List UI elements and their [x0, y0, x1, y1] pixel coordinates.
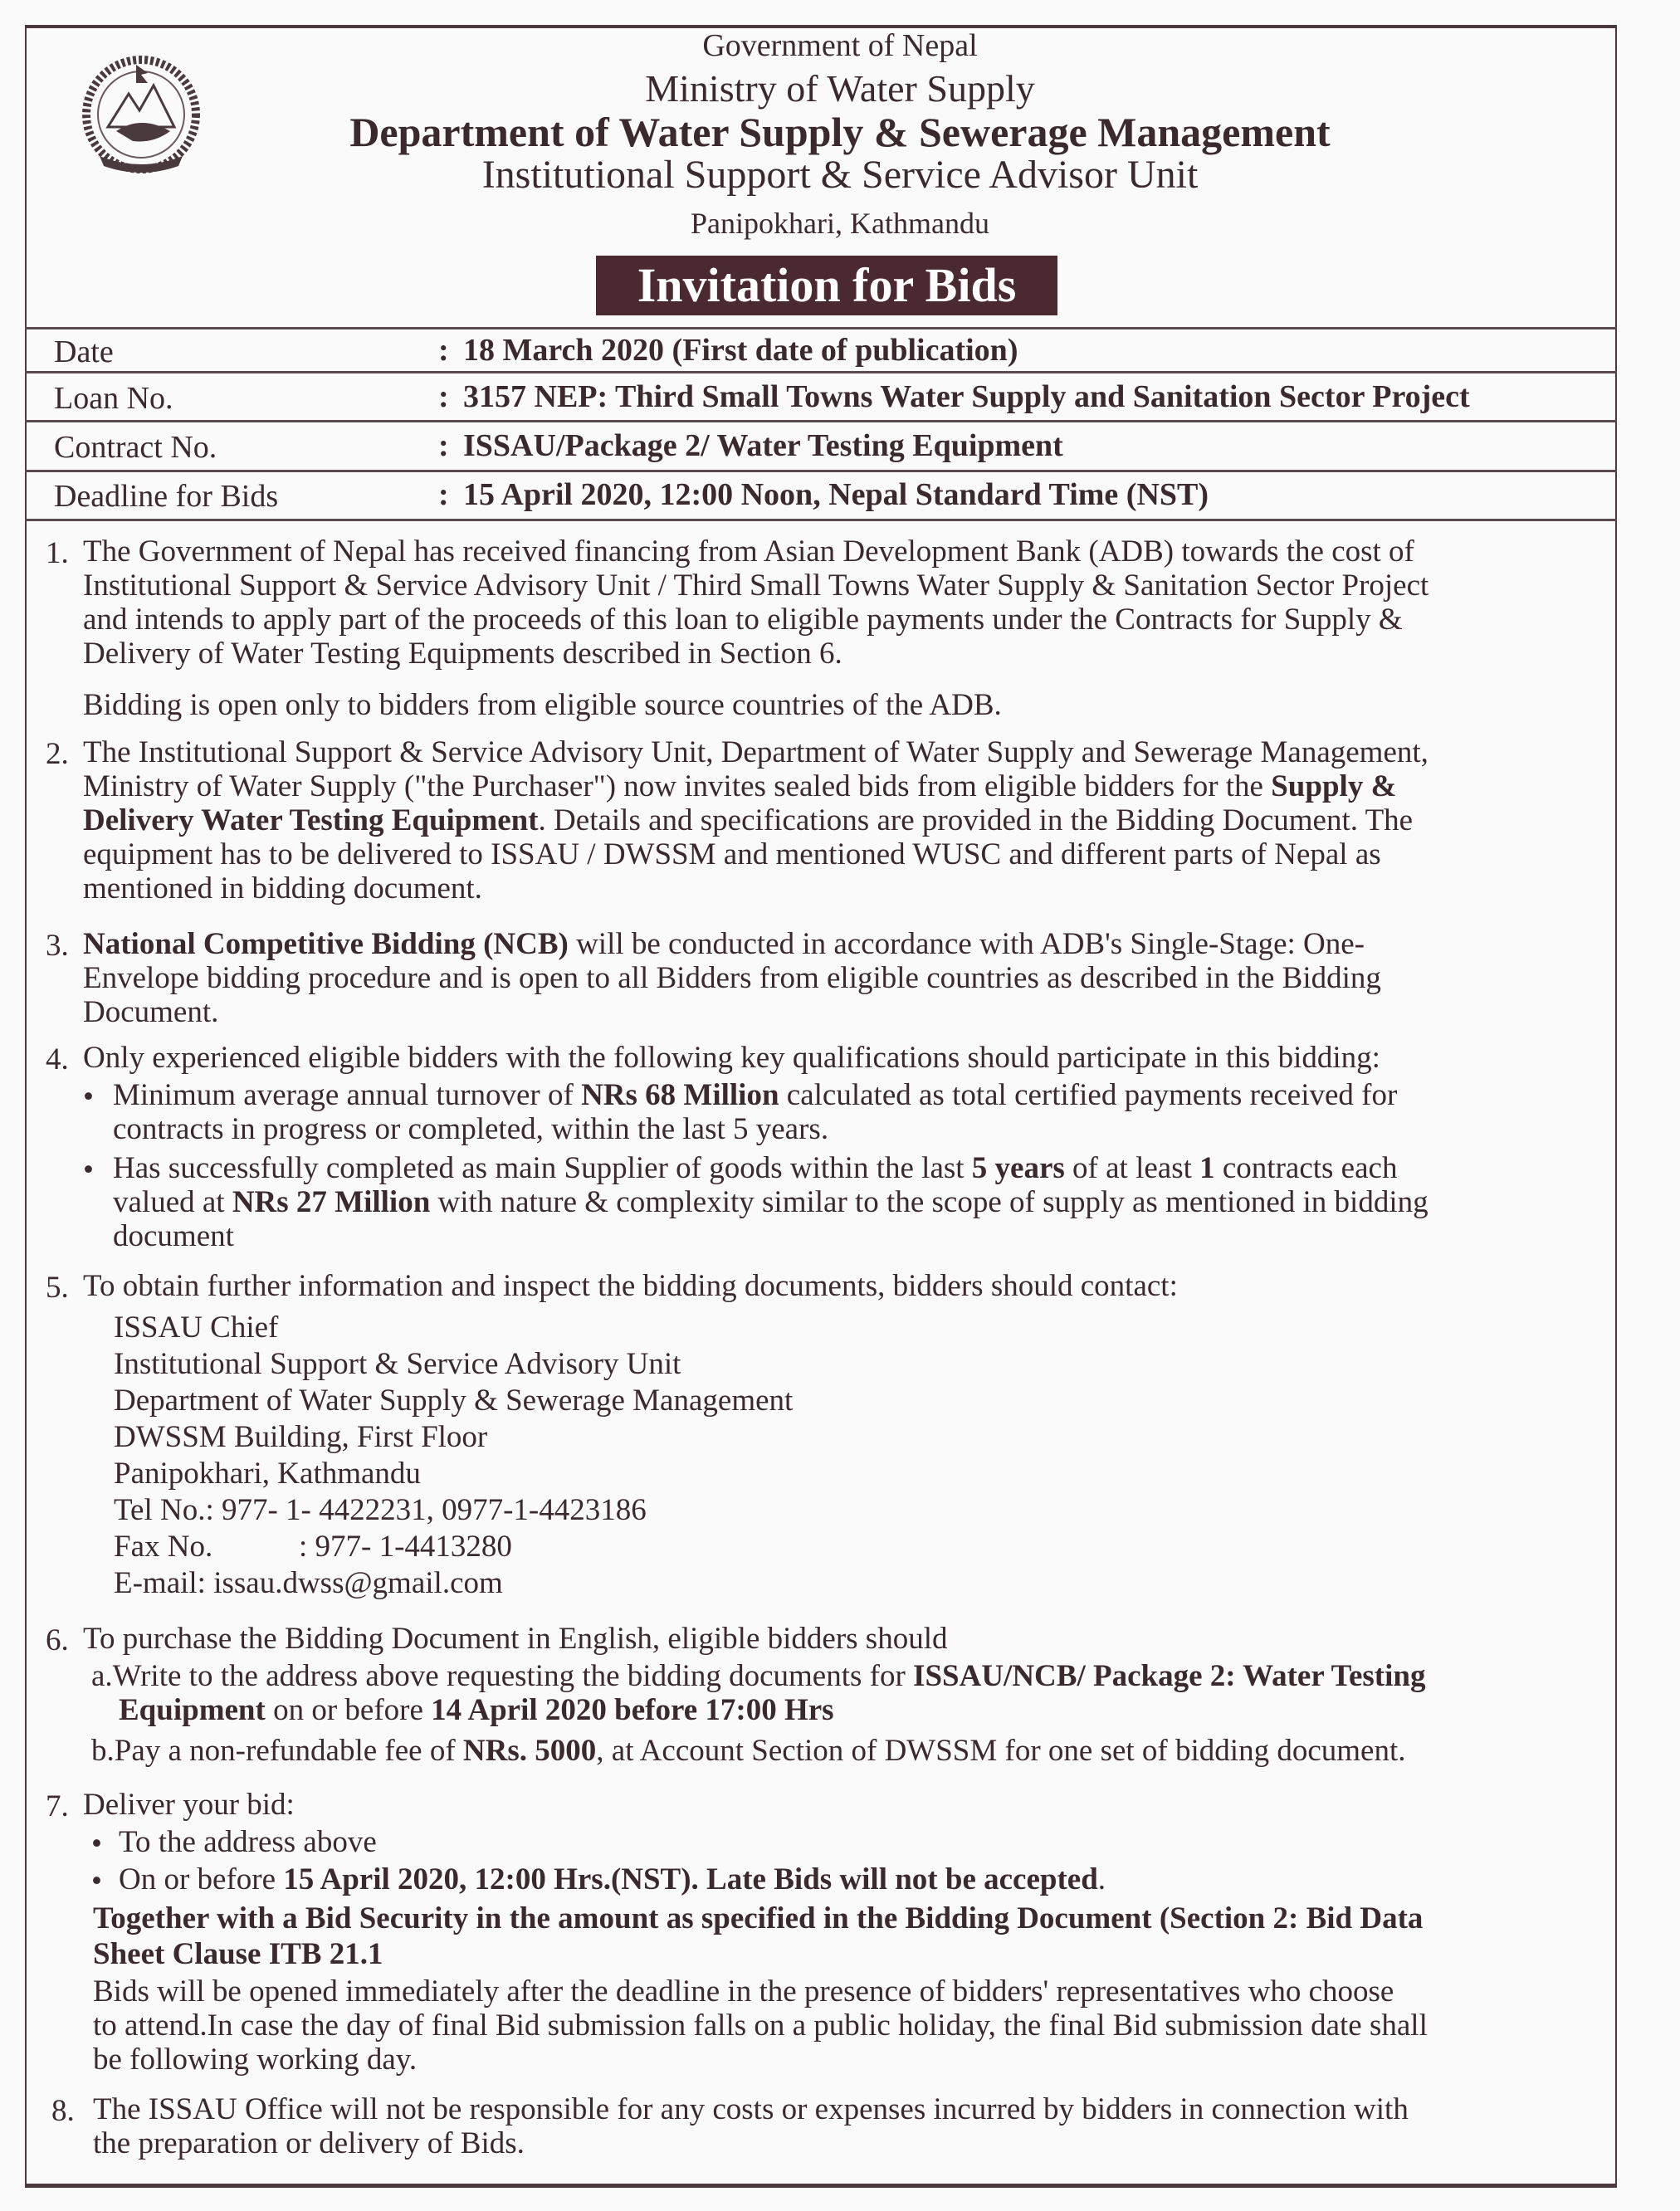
date-label: Date: [54, 334, 114, 369]
qualification-turnover: Minimum average annual turnover of NRs 68 Million calculated as total certified payments received for: [113, 1078, 1398, 1112]
bid-security-text: Together with a Bid Security in the amount as specified in the Bidding Document (Section 2: Bid Data: [93, 1901, 1424, 1935]
item-number: 2.: [46, 737, 69, 771]
item-number: 6.: [46, 1623, 69, 1657]
unit-name: Institutional Support & Service Advisor Unit: [481, 153, 1199, 197]
item-6a-text: Equipment on or before 14 April 2020 before 17:00 Hrs: [119, 1693, 834, 1727]
item-number: 5.: [46, 1271, 69, 1305]
contact-dept: Department of Water Supply & Sewerage Management: [114, 1384, 794, 1418]
qualification-experience: Has successfully completed as main Supplier of goods within the last 5 years of at least 1 contracts each: [113, 1151, 1398, 1185]
contact-tel: Tel No.: 977- 1- 4422231, 0977-1-4423186: [114, 1493, 647, 1527]
item-3-text: Envelope bidding procedure and is open to all Bidders from eligible countries as described in the Bidding: [83, 961, 1381, 995]
item-8-text: The ISSAU Office will not be responsible for any costs or expenses incurred by bidders in connection with: [93, 2092, 1409, 2126]
delivery-deadline: On or before 15 April 2020, 12:00 Hrs.(NST). Late Bids will not be accepted.: [119, 1862, 1106, 1896]
delivery-address: To the address above: [119, 1825, 377, 1859]
contact-city: Panipokhari, Kathmandu: [114, 1457, 421, 1491]
divider: [25, 420, 1617, 422]
item-number: 3.: [46, 929, 69, 963]
item-1-text: Delivery of Water Testing Equipments described in Section 6.: [83, 637, 842, 671]
item-6a-text: a.Write to the address above requesting the bidding documents for ISSAU/NCB/ Package 2: Water Testing: [91, 1659, 1426, 1693]
colon: :: [438, 379, 449, 414]
item-4-text: Only experienced eligible bidders with the following key qualifications should participate in this bidding:: [83, 1041, 1380, 1075]
item-7-text: Deliver your bid:: [83, 1788, 295, 1822]
government-name: Government of Nepal: [702, 28, 978, 63]
bullet-icon: •: [83, 1153, 94, 1187]
loan-no-value: 3157 NEP: Third Small Towns Water Supply and Sanitation Sector Project: [463, 379, 1470, 414]
divider: [25, 327, 1617, 329]
contact-fax-label: Fax No.: [114, 1530, 213, 1564]
item-1-eligibility: Bidding is open only to bidders from eligible source countries of the ADB.: [83, 688, 1002, 722]
ministry-name: Ministry of Water Supply: [645, 67, 1035, 110]
item-2-text: Delivery Water Testing Equipment. Details and specifications are provided in the Bidding Document. The: [83, 803, 1414, 837]
bullet-icon: •: [91, 1864, 102, 1898]
item-2-text: The Institutional Support & Service Advisory Unit, Department of Water Supply and Sewerage Management,: [83, 735, 1428, 769]
date-value: 18 March 2020 (First date of publication): [463, 333, 1018, 368]
item-2-text: equipment has to be delivered to ISSAU / DWSSM and mentioned WUSC and different parts of Nepal as: [83, 837, 1381, 871]
deadline-value: 15 April 2020, 12:00 Noon, Nepal Standard Time (NST): [463, 477, 1209, 512]
bid-opening-text: to attend.In case the day of final Bid submission falls on a public holiday, the final Bid submission date shall: [93, 2008, 1428, 2043]
item-1-text: Institutional Support & Service Advisory Unit / Third Small Towns Water Supply & Sanitation Sector Project: [83, 569, 1429, 603]
item-5-text: To obtain further information and inspect the bidding documents, bidders should contact:: [83, 1269, 1178, 1303]
item-8-text: the preparation or delivery of Bids.: [93, 2126, 525, 2160]
qualification-experience: document: [113, 1219, 234, 1253]
bid-opening-text: be following working day.: [93, 2043, 418, 2077]
divider: [25, 470, 1617, 472]
colon: :: [438, 428, 449, 463]
item-6-text: To purchase the Bidding Document in English, eligible bidders should: [83, 1622, 948, 1656]
colon: :: [438, 333, 449, 368]
bid-opening-text: Bids will be opened immediately after the deadline in the presence of bidders' representatives who choose: [93, 1974, 1394, 2008]
item-1-text: and intends to apply part of the proceeds of this loan to eligible payments under the Contracts for Supply &: [83, 603, 1403, 637]
item-number: 1.: [46, 536, 69, 570]
item-3-text: Document.: [83, 995, 219, 1029]
contract-no-label: Contract No.: [54, 430, 217, 465]
item-1-text: The Government of Nepal has received financing from Asian Development Bank (ADB) towards the cost of: [83, 534, 1414, 569]
bullet-icon: •: [91, 1827, 102, 1861]
item-6b-text: b.Pay a non-refundable fee of NRs. 5000, at Account Section of DWSSM for one set of bidding document.: [91, 1734, 1406, 1768]
divider: [25, 519, 1617, 521]
item-3-text: National Competitive Bidding (NCB) will be conducted in accordance with ADB's Single-Stage: One-: [83, 927, 1365, 961]
department-name: Department of Water Supply & Sewerage Management: [349, 109, 1331, 155]
office-location: Panipokhari, Kathmandu: [691, 207, 989, 240]
loan-no-label: Loan No.: [54, 381, 173, 416]
bullet-icon: •: [83, 1080, 94, 1114]
contact-email[interactable]: E-mail: issau.dwss@gmail.com: [114, 1566, 503, 1600]
divider: [25, 371, 1617, 373]
contract-no-value: ISSAU/Package 2/ Water Testing Equipment: [463, 428, 1063, 463]
contact-name: ISSAU Chief: [114, 1310, 279, 1345]
item-number: 4.: [46, 1042, 69, 1076]
item-2-text: mentioned in bidding document.: [83, 871, 482, 905]
item-2-text: Ministry of Water Supply ("the Purchaser") now invites sealed bids from eligible bidders for the Supply &: [83, 769, 1397, 803]
item-number: 8.: [51, 2094, 75, 2128]
colon: :: [438, 477, 449, 512]
contact-org: Institutional Support & Service Advisory Unit: [114, 1347, 681, 1381]
qualification-turnover: contracts in progress or completed, within the last 5 years.: [113, 1112, 829, 1146]
qualification-experience: valued at NRs 27 Million with nature & complexity similar to the scope of supply as mentioned in bidding: [113, 1185, 1428, 1219]
contact-building: DWSSM Building, First Floor: [114, 1420, 488, 1454]
bid-security-text: Sheet Clause ITB 21.1: [93, 1937, 383, 1971]
notice-title: Invitation for Bids: [596, 256, 1057, 315]
contact-fax-value: : 977- 1-4413280: [299, 1530, 512, 1564]
item-number: 7.: [46, 1789, 69, 1823]
deadline-label: Deadline for Bids: [54, 479, 279, 514]
